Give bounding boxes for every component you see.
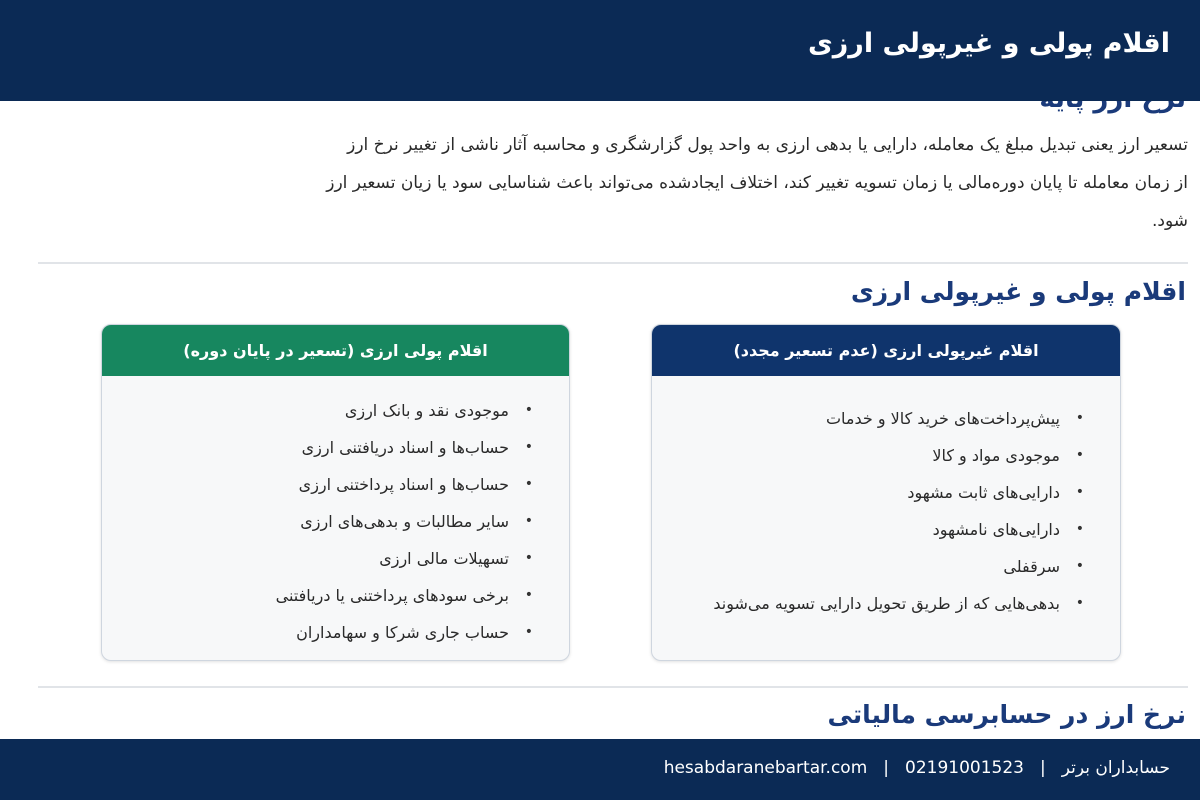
intro-line: از زمان معامله تا پایان دوره‌مالی یا زمان تسویه تغییر کند، اختلاف ایجادشده می‌تواند باعث شناسایی سود یا زیان تسعیر ارز: [326, 173, 1188, 193]
footer-phone[interactable]: 02191001523: [905, 758, 1024, 778]
footer-website[interactable]: hesabdaranebartar.com: [663, 758, 868, 778]
non-monetary-items-card: [651, 324, 1121, 661]
list-item: • برخی سودهای پرداختنی یا دریافتنی: [112, 577, 509, 614]
list-item: • پیش‌پرداخت‌های خرید کالا و خدمات: [662, 400, 1060, 437]
section-divider: [38, 262, 1188, 264]
non-monetary-card-title: اقلام غیرپولی ارزی (عدم تسعیر مجدد): [652, 325, 1120, 376]
top-banner: [0, 0, 1200, 101]
intro-paragraph: [128, 126, 1188, 240]
list-item: • تسهیلات مالی ارزی: [112, 540, 509, 577]
section-heading: اقلام پولی و غیرپولی ارزی: [850, 277, 1186, 306]
non-monetary-items-list: [652, 376, 1120, 622]
list-item: • سایر مطالبات و بدهی‌های ارزی: [112, 503, 509, 540]
list-item: • دارایی‌های نامشهود: [662, 511, 1060, 548]
list-item: • حساب‌ها و اسناد پرداختنی ارزی: [112, 466, 509, 503]
footer-bar: [0, 739, 1200, 800]
footer-info: [664, 758, 1170, 778]
list-item: • حساب جاری شرکا و سهامداران: [112, 614, 509, 651]
list-item: • موجودی نقد و بانک ارزی: [112, 392, 509, 429]
next-section-heading: نرخ ارز در حسابرسی مالیاتی: [827, 700, 1186, 729]
footer-separator: |: [1039, 758, 1046, 778]
footer-brand: حسابداران برتر: [1061, 758, 1170, 778]
monetary-items-list: [102, 376, 569, 651]
section-divider: [38, 686, 1188, 688]
monetary-card-title: اقلام پولی ارزی (تسعیر در پایان دوره): [102, 325, 569, 376]
footer-separator: |: [883, 758, 889, 778]
list-item: • سرقفلی: [662, 548, 1060, 585]
intro-line: شود.: [1151, 211, 1188, 231]
list-item: • دارایی‌های ثابت مشهود: [662, 474, 1060, 511]
list-item: • بدهی‌هایی که از طریق تحویل دارایی تسویه می‌شوند: [662, 585, 1060, 622]
intro-line: تسعیر ارز یعنی تبدیل مبلغ یک معامله، دارایی یا بدهی ارزی به واحد پول گزارشگری و محاسبه آثار ناشی از تغییر نرخ ارز: [347, 135, 1188, 155]
list-item: • حساب‌ها و اسناد دریافتنی ارزی: [112, 429, 509, 466]
banner-title: اقلام پولی و غیرپولی ارزی: [808, 28, 1170, 59]
monetary-items-card: [101, 324, 570, 661]
list-item: • موجودی مواد و کالا: [662, 437, 1060, 474]
